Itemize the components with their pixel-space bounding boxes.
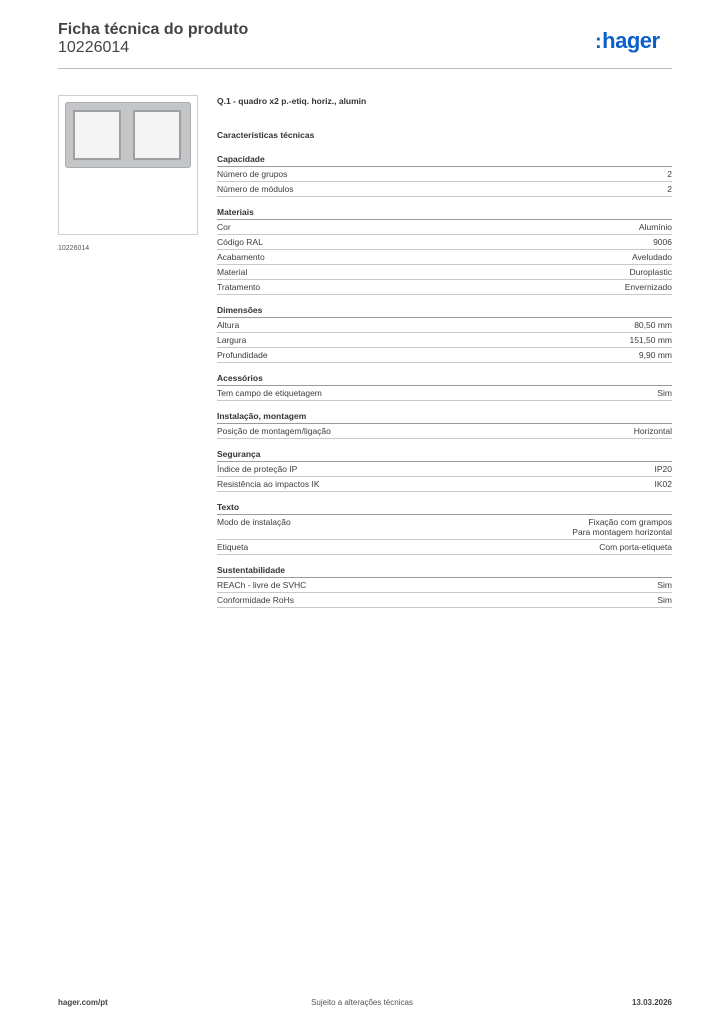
spec-row (217, 540, 672, 555)
spec-value (667, 184, 672, 194)
spec-row (217, 593, 672, 608)
product-name: Q.1 - quadro x2 p.-etiq. horiz., alumin (217, 96, 367, 106)
spec-label: Tem campo de etiquetagem (217, 388, 322, 398)
spec-row (217, 250, 672, 265)
section-title: Materiais (217, 207, 672, 220)
spec-section (217, 373, 672, 401)
product-image (58, 95, 198, 235)
section-title: Capacidade (217, 154, 672, 167)
footer-note: Sujeito a alterações técnicas (311, 998, 413, 1007)
hager-logo (595, 28, 660, 54)
spec-value-line: 80,50 mm (634, 320, 672, 330)
spec-value (653, 237, 672, 247)
spec-label: Cor (217, 222, 231, 232)
spec-label: Largura (217, 335, 247, 345)
logo-text: hager (602, 28, 660, 53)
spec-value-line: IP20 (654, 464, 672, 474)
spec-value (599, 542, 672, 552)
characteristics-title: Características técnicas (217, 130, 315, 140)
spec-value-line: Duroplastic (629, 267, 672, 277)
spec-value (625, 282, 672, 292)
spec-value-line: 9006 (653, 237, 672, 247)
spec-section (217, 411, 672, 439)
spec-label: Acabamento (217, 252, 265, 262)
spec-value-line: Horizontal (633, 426, 672, 436)
spec-row (217, 167, 672, 182)
section-title: Segurança (217, 449, 672, 462)
spec-value (639, 222, 672, 232)
header-divider (58, 68, 672, 69)
spec-row (217, 318, 672, 333)
spec-value-line: Envernizado (624, 282, 672, 292)
spec-row (217, 348, 672, 363)
spec-value-line: IK02 (654, 479, 672, 489)
spec-value (572, 517, 672, 537)
spec-row (217, 265, 672, 280)
spec-row (217, 578, 672, 593)
spec-row (217, 333, 672, 348)
spec-label: Material (217, 267, 248, 277)
spec-section (217, 305, 672, 363)
spec-label: Tratamento (217, 282, 261, 292)
logo-mark-icon: : (595, 31, 602, 53)
spec-value (629, 335, 672, 345)
section-title: Acessórios (217, 373, 672, 386)
spec-value (639, 350, 672, 360)
spec-value-line: Sim (657, 595, 672, 605)
spec-label: Número de módulos (217, 184, 294, 194)
spec-value (655, 464, 673, 474)
spec-value-line: Com porta-etiqueta (599, 542, 672, 552)
spec-section (217, 154, 672, 197)
spec-value (634, 320, 672, 330)
spec-row (217, 235, 672, 250)
spec-section (217, 449, 672, 492)
spec-row (217, 280, 672, 295)
section-title: Sustentabilidade (217, 565, 672, 578)
spec-sections (217, 154, 672, 608)
section-title: Texto (217, 502, 672, 515)
footer-date: 13.03.2026 (631, 998, 672, 1007)
spec-label: Modo de instalação (217, 517, 291, 527)
spec-value-line: Sim (657, 580, 672, 590)
spec-value (657, 388, 672, 398)
spec-value-line: 2 (667, 184, 672, 194)
spec-value (667, 169, 672, 179)
spec-label: Índice de proteção IP (217, 464, 298, 474)
spec-row (217, 220, 672, 235)
spec-row (217, 424, 672, 439)
spec-value-line: 9,90 mm (638, 350, 672, 360)
spec-row (217, 477, 672, 492)
spec-section (217, 502, 672, 555)
spec-label: Posição de montagem/ligação (217, 426, 331, 436)
spec-label: REACh - livre de SVHC (217, 580, 307, 590)
frame-illustration (65, 102, 191, 168)
spec-value-line: Aveludado (631, 252, 672, 262)
spec-value (657, 595, 672, 605)
spec-row (217, 462, 672, 477)
spec-section (217, 565, 672, 608)
spec-label: Profundidade (217, 350, 268, 360)
spec-label: Altura (217, 320, 240, 330)
spec-label: Etiqueta (217, 542, 249, 552)
spec-content (217, 96, 672, 608)
spec-section (217, 207, 672, 295)
spec-label: Conformidade RoHs (217, 595, 295, 605)
spec-value (634, 426, 672, 436)
footer-website: hager.com/pt (58, 998, 108, 1007)
spec-value-line: 151,50 mm (629, 335, 672, 345)
spec-value (629, 267, 672, 277)
section-title: Dimensões (217, 305, 672, 318)
spec-value-line: Fixação com grampos (588, 517, 672, 527)
frame-opening-right (133, 110, 181, 160)
spec-label: Número de grupos (217, 169, 288, 179)
page-title: Ficha técnica do produto (58, 21, 249, 38)
spec-value (657, 580, 672, 590)
spec-value-line: Alumínio (638, 222, 672, 232)
spec-label: Código RAL (217, 237, 263, 247)
product-number: 10226014 (58, 39, 130, 56)
spec-value (655, 479, 673, 489)
spec-label: Resistência ao impactos IK (217, 479, 320, 489)
spec-value-line: Sim (657, 388, 672, 398)
spec-value-line: 2 (667, 169, 672, 179)
frame-opening-left (73, 110, 121, 160)
spec-value (632, 252, 672, 262)
spec-row (217, 182, 672, 197)
section-title: Instalação, montagem (217, 411, 672, 424)
spec-row (217, 386, 672, 401)
spec-row (217, 515, 672, 540)
spec-value-line: Para montagem horizontal (572, 527, 672, 537)
image-caption: 10226014 (58, 245, 90, 252)
